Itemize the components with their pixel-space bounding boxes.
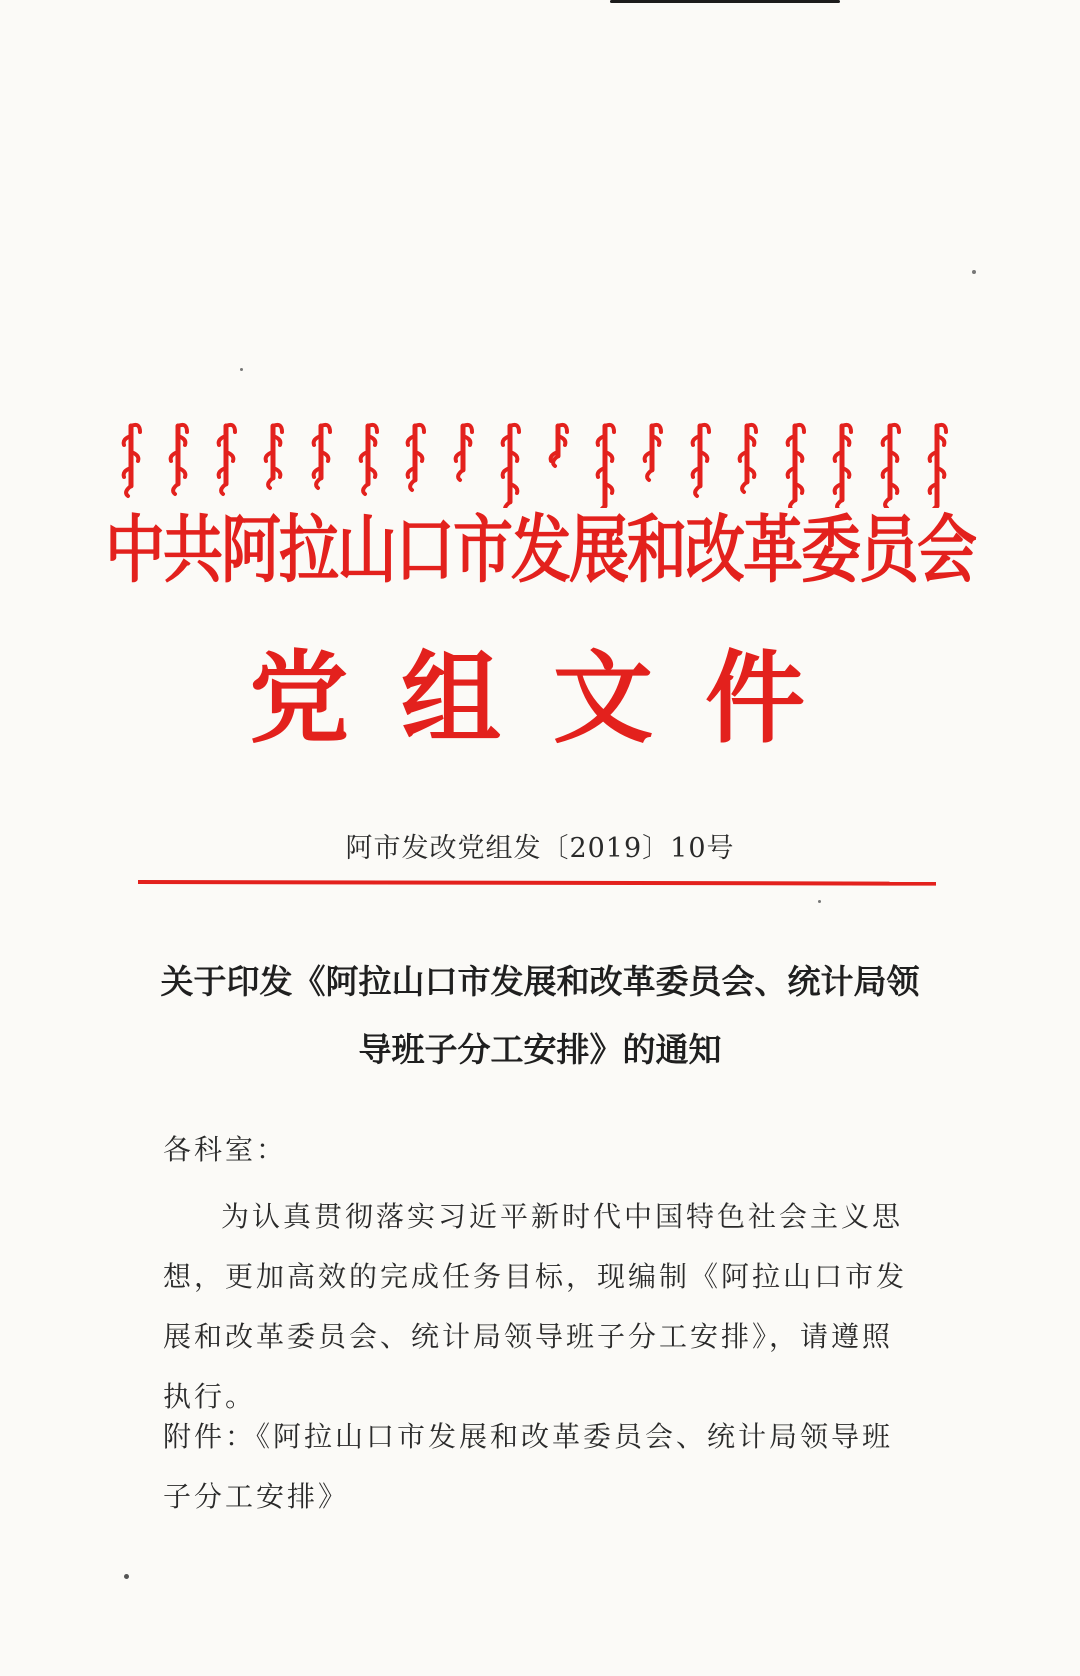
mongolian-glyph-column <box>260 418 286 508</box>
scan-speck <box>818 900 821 903</box>
scan-edge-mark <box>610 0 840 3</box>
attachment-line: 附件：《阿拉山口市发展和改革委员会、统计局领导班子分工安排》 <box>163 1420 894 1513</box>
mongolian-glyph-column <box>877 418 903 508</box>
mongolian-glyph-column <box>782 418 808 508</box>
mongolian-glyph-column <box>213 418 239 508</box>
issuer-name: 中共阿拉山口市发展和改革委员会 <box>105 507 975 594</box>
document-type-title: 党组文件 <box>249 639 857 757</box>
mongolian-glyph-column <box>545 418 571 508</box>
document-number: 阿市发改党组发〔2019〕10号 <box>345 833 735 864</box>
mongolian-glyph-column <box>118 418 144 508</box>
scan-speck <box>240 368 243 371</box>
mongolian-glyph-column <box>402 418 428 508</box>
mongolian-glyph-column <box>639 418 665 508</box>
body-paragraph: 为认真贯彻落实习近平新时代中国特色社会主义思想，更加高效的完成任务目标，现编制《阿拉山口市发展和改革委员会、统计局领导班子分工安排》，请遵照执行。 <box>163 1200 908 1413</box>
notice-title <box>150 948 930 1084</box>
notice-title-line-1: 关于印发《阿拉山口市发展和改革委员会、统计局领 <box>160 962 920 1001</box>
addressee: 各科室： <box>163 1133 288 1166</box>
red-separator-line <box>138 880 936 886</box>
scan-speck <box>972 270 976 274</box>
scan-speck <box>124 1574 129 1579</box>
mongolian-glyph-column <box>308 418 334 508</box>
mongolian-glyph-column <box>450 418 476 508</box>
notice-title-line-2: 导班子分工安排》的通知 <box>358 1030 722 1069</box>
mongolian-glyph-column <box>687 418 713 508</box>
mongolian-glyph-column <box>592 418 618 508</box>
mongolian-glyph-column <box>924 418 950 508</box>
mongolian-glyph-column <box>734 418 760 508</box>
mongolian-glyph-column <box>829 418 855 508</box>
mongolian-glyph-column <box>497 418 523 508</box>
mongolian-glyph-column <box>165 418 191 508</box>
mongolian-glyph-column <box>355 418 381 508</box>
mongolian-script-heading <box>118 418 950 510</box>
